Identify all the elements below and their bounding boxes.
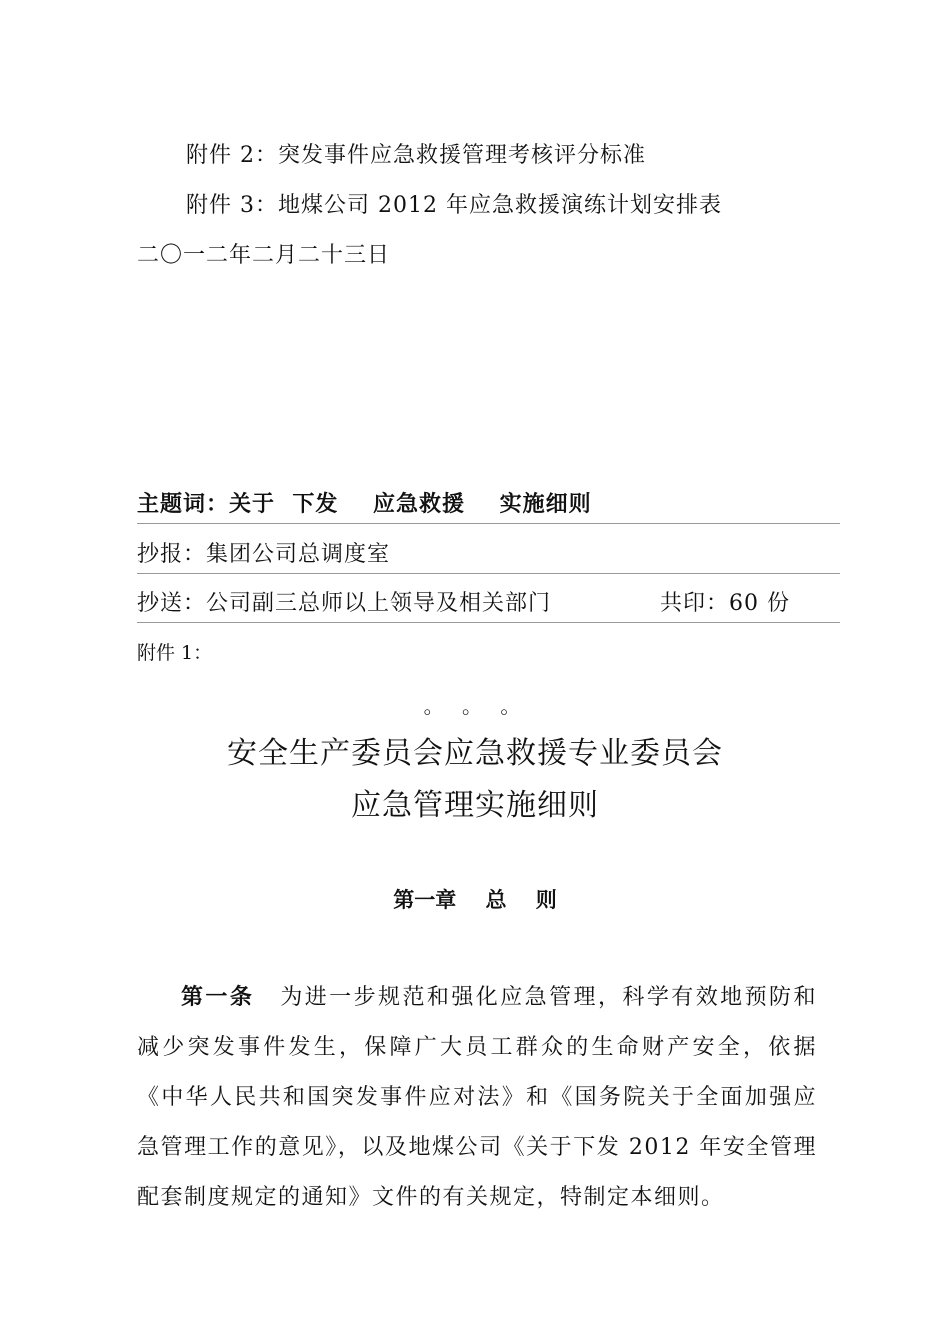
divider	[137, 523, 840, 524]
subject-term: 下发	[292, 492, 339, 517]
subject-line	[137, 487, 592, 518]
decorative-dots: 。 。 。	[423, 694, 527, 718]
copy-to-line: 抄送：公司副三总师以上领导及相关部门	[137, 591, 552, 616]
appendix-label: 附件 1：	[137, 642, 213, 664]
divider	[137, 573, 840, 574]
subject-term: 关于	[229, 492, 276, 517]
document-title-line-2: 应急管理实施细则	[351, 788, 599, 823]
subject-term: 应急救援	[373, 492, 466, 517]
subject-label: 主题词：	[137, 492, 230, 517]
subject-term: 实施细则	[499, 492, 592, 517]
article-1-body: 为进一步规范和强化应急管理，科学有效地预防和减少突发事件发生，保障广大员工群众的生命财产安全，依据《中华人民共和国突发事件应对法》和《国务院关于全面加强应急管理工作的意见》，以及地煤公司《关于下发 2012 年安全管理配套制度规定的通知》文件的有关规定，特制定本细则。	[137, 985, 817, 1210]
document-title-line-1: 安全生产委员会应急救援专业委员会	[227, 736, 723, 771]
chapter-heading: 第一章 总 则	[393, 888, 557, 912]
report-to-line: 抄报：集团公司总调度室	[137, 542, 391, 567]
attachment-2-line: 附件 2：突发事件应急救援管理考核评分标准	[186, 143, 646, 168]
article-1-lead: 第一条	[181, 985, 255, 1010]
attachment-3-line: 附件 3：地煤公司 2012 年应急救援演练计划安排表	[186, 193, 722, 218]
article-1-paragraph	[137, 973, 817, 1223]
issue-date: 二〇一二年二月二十三日	[137, 243, 391, 268]
print-count: 共印：60 份	[660, 591, 790, 616]
divider	[137, 622, 840, 623]
